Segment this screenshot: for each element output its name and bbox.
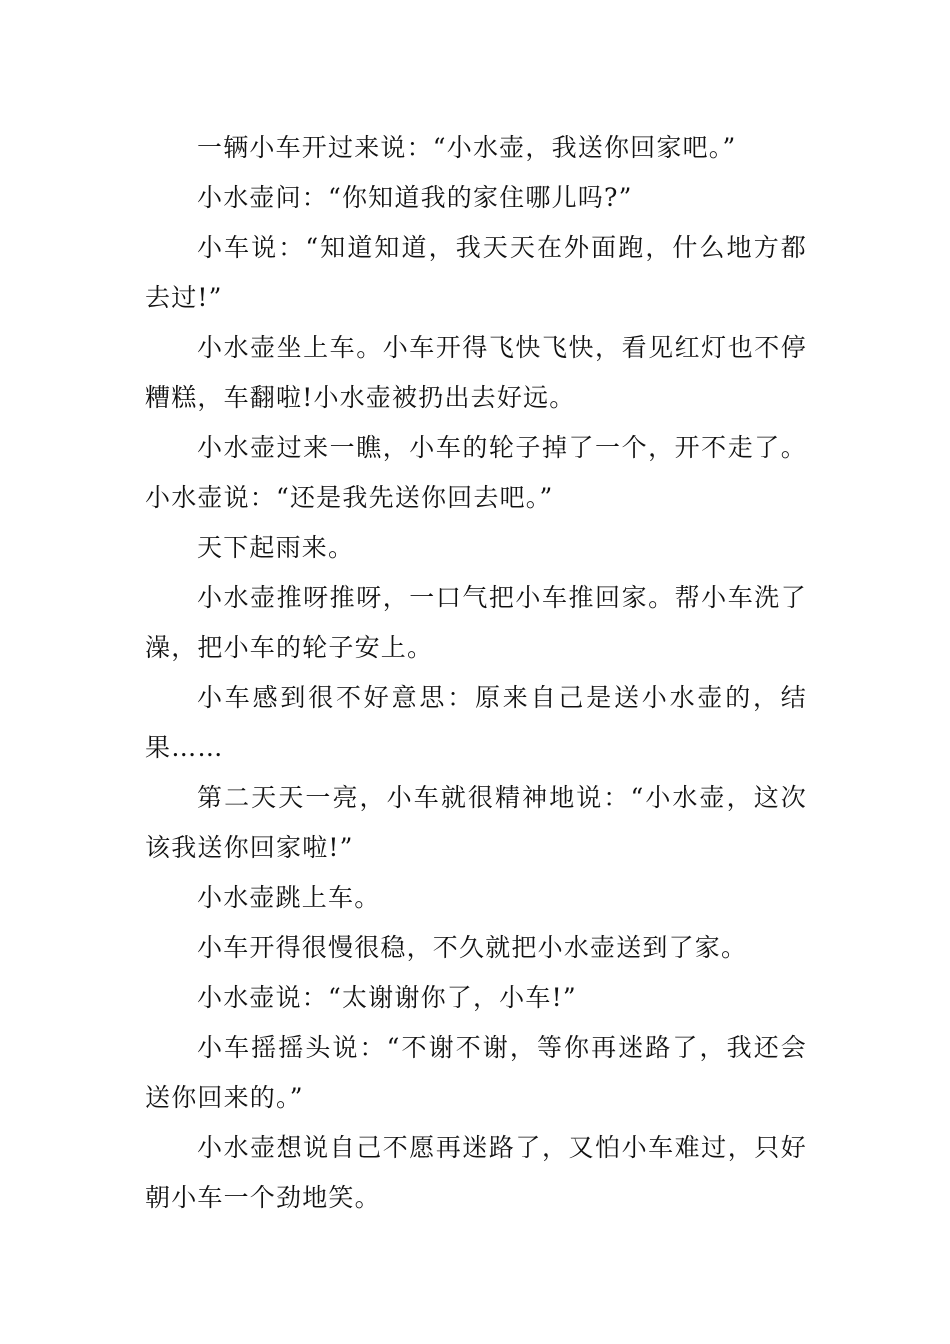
paragraph: 小水壶想说自己不愿再迷路了，又怕小车难过，只好朝小车一个劲地笑。 [145,1133,807,1212]
paragraph: 小水壶问：“你知道我的家住哪儿吗?” [197,183,633,212]
paragraph: 小水壶说：“太谢谢你了，小车!” [197,983,577,1012]
paragraph: 小车说：“知道知道，我天天在外面跑，什么地方都去过!” [145,233,807,312]
paragraph: 小水壶跳上车。 [197,883,381,912]
paragraph: 小车感到很不好意思：原来自己是送小水壶的，结果…… [145,683,807,762]
paragraph: 一辆小车开过来说：“小水壶，我送你回家吧。” [197,133,737,162]
paragraph: 小水壶推呀推呀，一口气把小车推回家。帮小车洗了澡，把小车的轮子安上。 [145,583,807,662]
paragraph: 天下起雨来。 [197,533,355,562]
paragraph: 小水壶过来一瞧，小车的轮子掉了一个，开不走了。小水壶说：“还是我先送你回去吧。” [145,433,807,512]
paragraph: 小车摇摇头说：“不谢不谢，等你再迷路了，我还会送你回来的。” [145,1033,807,1112]
paragraph: 小车开得很慢很稳，不久就把小水壶送到了家。 [197,933,748,962]
story-text [145,123,807,1223]
paragraph: 小水壶坐上车。小车开得飞快飞快，看见红灯也不停糟糕，车翻啦!小水壶被扔出去好远。 [145,333,807,412]
paragraph: 第二天天一亮，小车就很精神地说：“小水壶，这次该我送你回家啦!” [145,783,807,862]
